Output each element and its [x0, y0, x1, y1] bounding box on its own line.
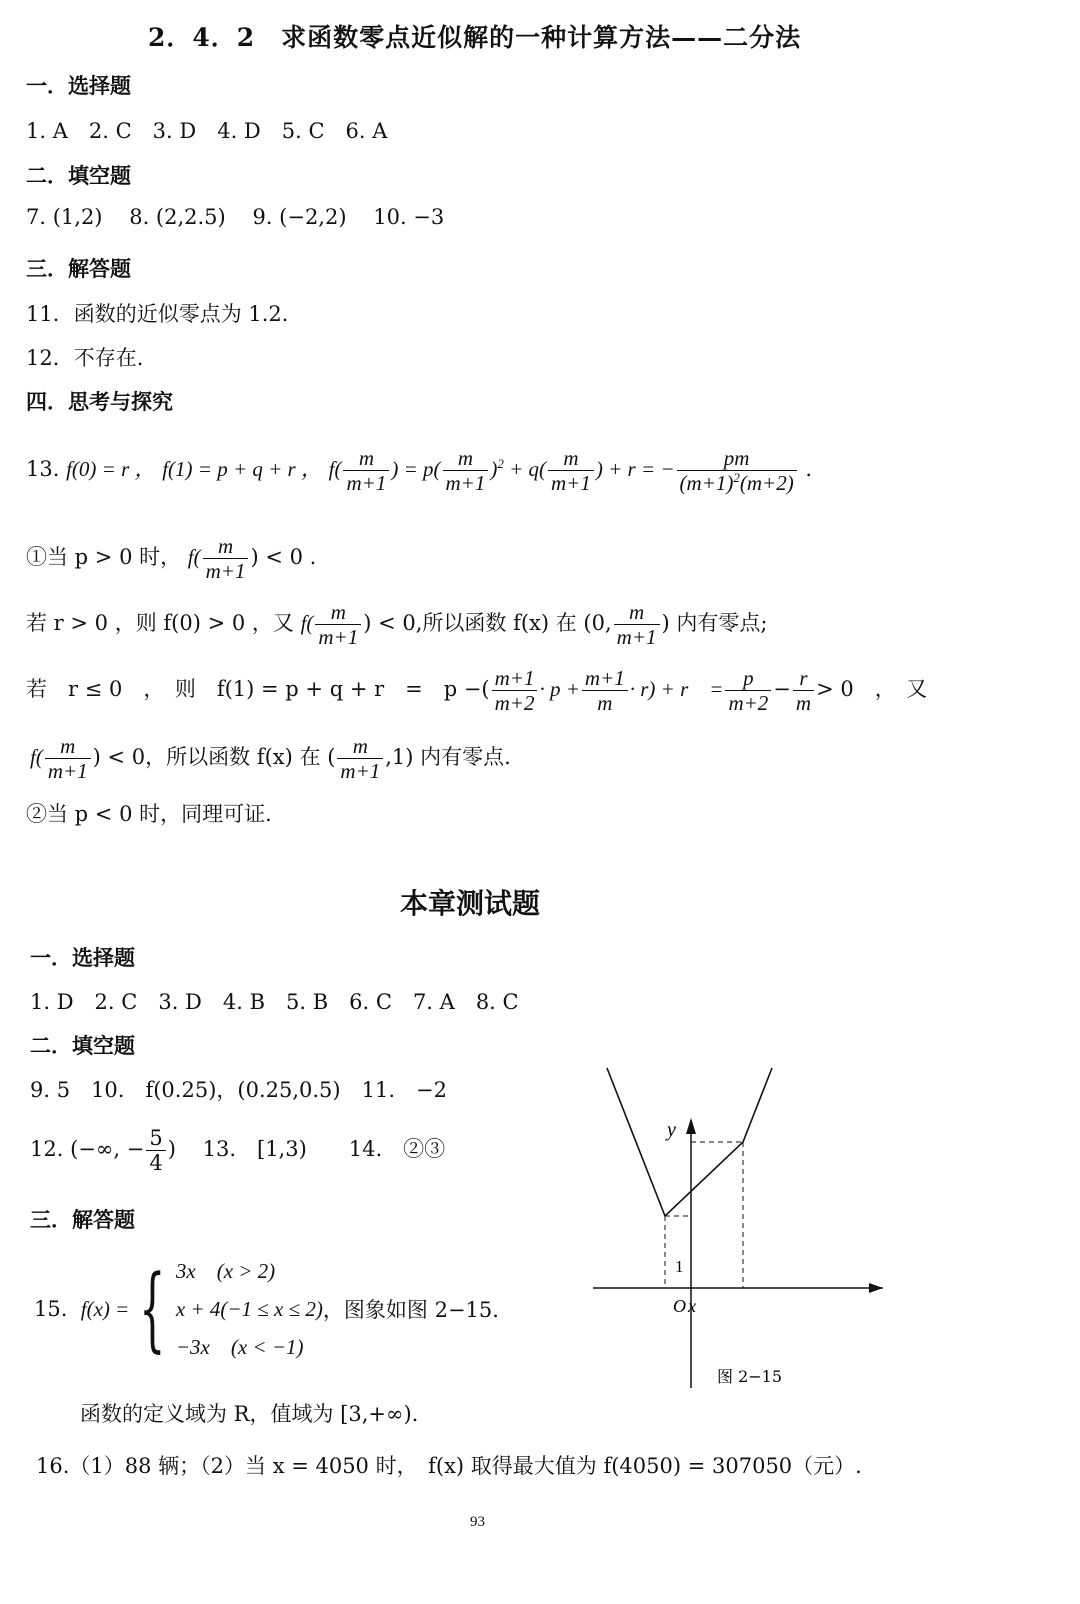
fill-answer-7: 7. (1,2)	[26, 205, 103, 229]
figure-caption: 图 2−15	[717, 1367, 783, 1386]
q15-domain: 函数的定义域为 R，值域为 [3,+∞).	[80, 1402, 419, 1426]
q15-func: f(x) =	[80, 1296, 130, 1321]
q15-case-1: 3x (x > 2)	[175, 1259, 276, 1283]
y-axis-label: y	[667, 1119, 676, 1141]
q13-f0: f(0) = r ，	[66, 457, 156, 482]
case1-line: ①当 p > 0 时， f( $\frac{m}{m+1}$ ) < 0 .	[26, 534, 317, 584]
r-positive-line: 若 r > 0 ，则 f(0) > 0 ，又 f( $\frac{m}{m+1}$ ) < 0,所以函数 f(x) 在 (0, $\frac{m}{m+1}$ ) 内有零点;	[26, 600, 768, 650]
answer-11: 11．函数的近似零点为 1.2.	[26, 302, 289, 326]
case1-suffix: ) < 0 .	[250, 545, 317, 570]
test-heading-fill: 二．填空题	[30, 1033, 135, 1058]
q13-line: 13. f(0) = r ， f(1) = p + q + r ， f( $\frac{m}{m+1}$ ) = p( $\frac{m}{m+1}$ )$^2$ + q( $\frac{m}{m+1}$ ) + r = − $\frac{pm}{(m+1)^2(m+2)}$ .	[26, 446, 813, 496]
section-title: 2．4．2 求函数零点近似解的一种计算方法——二分法	[148, 23, 802, 52]
answer-16: 16.（1）88 辆；（2）当 x = 4050 时， f(x) 取得最大值为 f(4050) = 307050（元）.	[36, 1454, 862, 1478]
r-nonpositive-line: 若 r ≤ 0 ， 则 f(1) = p + q + r = p −( $\frac{m+1}{m+2}$ · p + $\frac{m+1}{m}$ · r) + r = $\frac{p}{m+2}$ − $\frac{r}{m}$ > 0 ， 又	[26, 666, 928, 716]
q15-brace: {	[139, 1255, 166, 1362]
heading-choice: 一．选择题	[26, 73, 131, 98]
case1-prefix: ①当 p > 0 时，	[26, 545, 182, 570]
tick-label-1: 1	[675, 1257, 684, 1276]
r-nonpositive-prefix: 若 r ≤ 0 ， 则 f(1) = p + q + r = p −(	[26, 677, 490, 702]
test-fill-line2: 12. (−∞, − $\frac{5}{4}$ ) 13. [1,3) 14. ②③	[30, 1126, 446, 1176]
answer-12: 12．不存在.	[26, 346, 144, 370]
q13-label: 13.	[26, 457, 60, 482]
fill-answer-10: 10. −3	[373, 205, 445, 229]
q15-label: 15.	[34, 1297, 68, 1321]
origin-label: O	[673, 1296, 686, 1316]
r-positive-end: ) 内有零点;	[661, 611, 768, 636]
heading-fill: 二．填空题	[26, 163, 131, 188]
heading-solve: 三．解答题	[26, 256, 131, 281]
q13-f1: f(1) = p + q + r ，	[162, 457, 322, 482]
figure-2-15	[585, 1060, 895, 1400]
q12-rest: 13. [1,3) 14. ②③	[202, 1137, 446, 1162]
test-heading-solve: 三．解答题	[30, 1207, 135, 1232]
q12-label: 12.	[30, 1137, 64, 1162]
r-nonpositive-end: > 0 ， 又	[816, 677, 928, 702]
test-fill-line1: 9. 5 10. f(0.25)，(0.25,0.5) 11. −2	[30, 1078, 447, 1102]
conclusion-mid: ) < 0，所以函数 f(x) 在 (	[92, 745, 336, 770]
conclusion-end: ,1) 内有零点.	[385, 745, 511, 770]
page-number: 93	[470, 1514, 485, 1530]
q15-line	[34, 1252, 499, 1366]
q15-case-2: x + 4(−1 ≤ x ≤ 2)	[175, 1297, 323, 1321]
heading-explore: 四．思考与探究	[26, 389, 173, 414]
q15-note: ，图象如图 2−15.	[322, 1298, 499, 1322]
fill-answer-8: 8. (2,2.5)	[129, 205, 226, 229]
conclusion-line: f( $\frac{m}{m+1}$ ) < 0，所以函数 f(x) 在 ( $\frac{m}{m+1}$ ,1) 内有零点.	[30, 734, 511, 784]
function-graph	[607, 1068, 772, 1216]
r-positive-mid: ) < 0,所以函数 f(x) 在 (0,	[363, 611, 612, 636]
choice-answers: 1. A 2. C 3. D 4. D 5. C 6. A	[26, 119, 388, 143]
q15-cases	[176, 1252, 323, 1366]
y-axis-arrow-icon	[686, 1118, 696, 1134]
case2-line: ②当 p < 0 时，同理可证.	[26, 802, 272, 826]
x-axis-arrow-icon	[869, 1283, 883, 1293]
fill-answer-9: 9. (−2,2)	[252, 205, 347, 229]
q15-case-3: −3x (x < −1)	[175, 1335, 304, 1359]
chapter-test-title: 本章测试题	[400, 887, 541, 920]
r-positive-prefix: 若 r > 0 ，则 f(0) > 0 ，又	[26, 611, 294, 636]
x-axis-label: x	[688, 1296, 696, 1316]
fill-answers	[26, 205, 444, 229]
test-heading-choice: 一．选择题	[30, 945, 135, 970]
test-choice-answers: 1. D 2. C 3. D 4. B 5. B 6. C 7. A 8. C	[30, 990, 519, 1014]
